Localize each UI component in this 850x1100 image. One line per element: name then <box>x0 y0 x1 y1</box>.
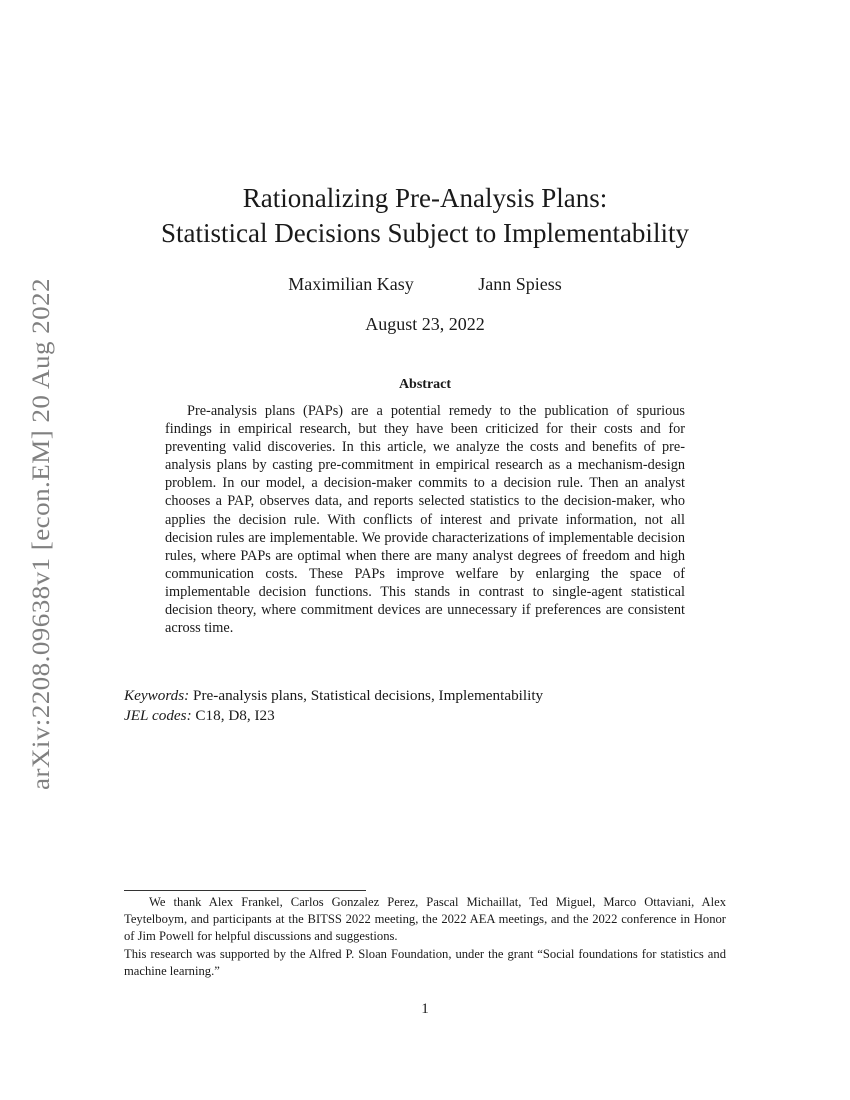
jel-value: C18, D8, I23 <box>195 707 275 724</box>
title-line-2: Statistical Decisions Subject to Implementability <box>161 218 689 248</box>
author-name: Jann Spiess <box>478 274 562 294</box>
footnote-funding: This research was supported by the Alfred P. Sloan Foundation, under the grant “Social foundations for statistics and machine learning.” <box>124 946 726 978</box>
abstract-body: Pre-analysis plans (PAPs) are a potential remedy to the publication of spurious findings in empirical research, but they have been criticized for their costs and for preventing valid discoveries. In this article, we analyze the costs and benefits of pre-analysis plans by casting pre-commitment in empirical research as a mechanism-design problem. In our model, a decision-maker commits to a decision rule. Then an analyst chooses a PAP, observes data, and reports selected statistics to the decision-maker, who applies the decision rule. With conflicts of interest and private information, not all decision rules are implementable. We provide characterizations of implementable decision rules, where PAPs are optimal when there are many analyst degrees of freedom and high communication costs. These PAPs improve welfare by enlarging the space of implementable decision functions. This stands in contrast to single-agent statistical decision theory, where commitment devices are unnecessary if preferences are consistent across time. <box>165 403 685 637</box>
keywords-block <box>124 686 726 726</box>
footnote-acknowledgment: We thank Alex Frankel, Carlos Gonzalez Perez, Pascal Michaillat, Ted Miguel, Marco Ottaviani, Alex Teytelboym, and participants at the BITSS 2022 meeting, the 2022 AEA meetings, and the 2022 conference in Honor of Jim Powell for helpful discussions and suggestions. <box>124 895 726 944</box>
footnotes <box>124 894 726 980</box>
keywords-value: Pre-analysis plans, Statistical decisions, Implementability <box>193 687 544 704</box>
page-number: 1 <box>421 1001 429 1017</box>
jel-line <box>124 706 726 726</box>
abstract-heading: Abstract <box>398 377 452 392</box>
author-name: Maximilian Kasy <box>288 274 414 294</box>
keywords-label: Keywords: <box>124 687 190 704</box>
arxiv-identifier-text: arXiv:2208.09638v1 [econ.EM] 20 Aug 2022 <box>28 317 55 790</box>
keywords-line <box>124 686 726 706</box>
title-line-1: Rationalizing Pre-Analysis Plans: <box>242 183 608 213</box>
jel-label: JEL codes: <box>124 707 192 724</box>
footnote-divider <box>124 890 366 891</box>
arxiv-identifier <box>19 278 59 790</box>
paper-title <box>0 181 850 251</box>
author-list <box>0 274 850 295</box>
publication-date: August 23, 2022 <box>365 314 485 334</box>
